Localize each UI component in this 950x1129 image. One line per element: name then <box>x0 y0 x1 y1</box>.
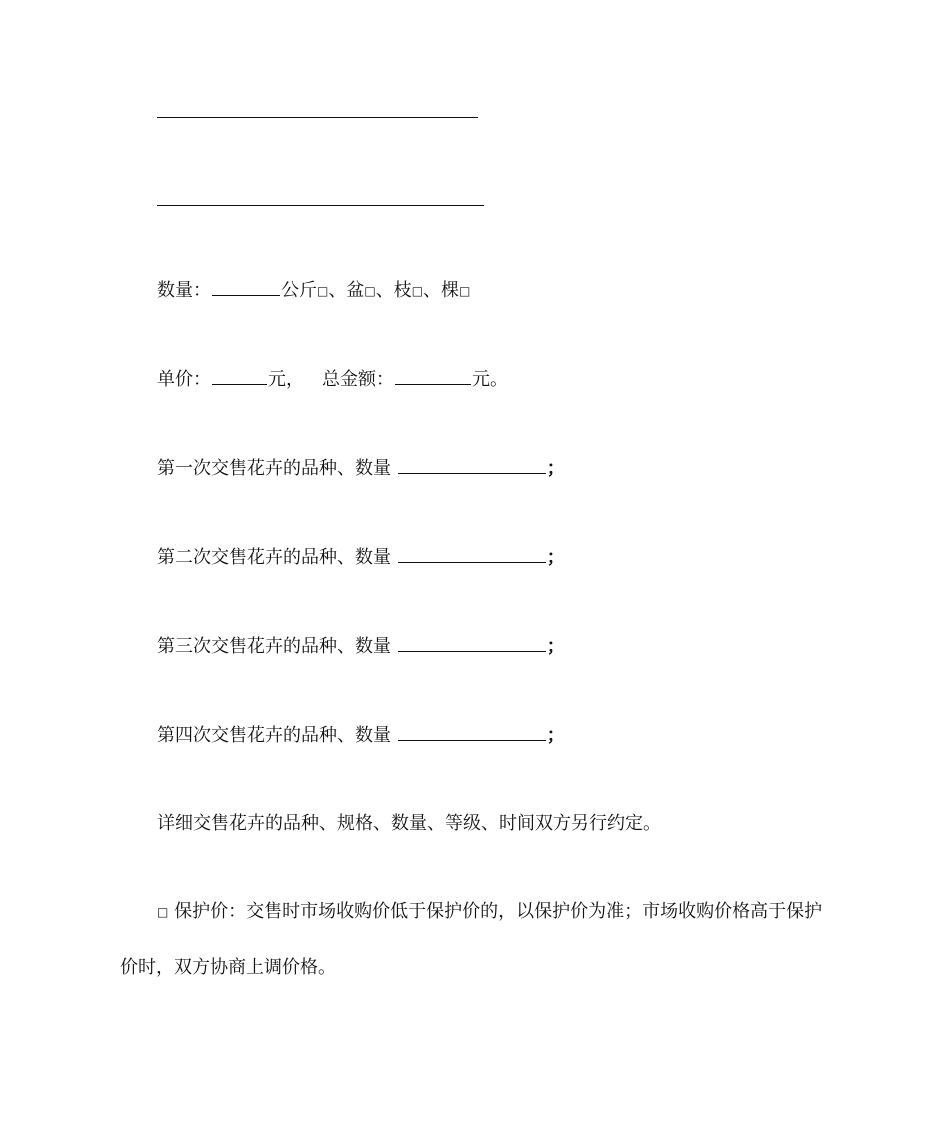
sale-label: 第二次交售花卉的品种、数量 <box>157 547 391 568</box>
quantity-blank[interactable] <box>212 276 280 296</box>
blank-line-1[interactable] <box>157 117 478 118</box>
sale-line-2 <box>157 543 565 567</box>
unit-price-label: 单价： <box>157 369 211 390</box>
stem-checkbox[interactable]: □ <box>411 284 424 298</box>
sale-line-3 <box>157 632 565 656</box>
unit-pot-label: 、盆 <box>328 280 365 301</box>
sale-line-1 <box>157 454 565 478</box>
unit-price-blank[interactable] <box>212 365 267 385</box>
blank-line-2[interactable] <box>157 205 484 206</box>
sale-label: 第四次交售花卉的品种、数量 <box>157 725 391 746</box>
sale-blank[interactable] <box>398 632 546 652</box>
protection-text: 保护价：交售时市场收购价低于保护价的，以保护价为准；市场收购价格高于保护价时，双方协商上调价格。 <box>120 901 823 978</box>
plant-checkbox[interactable]: □ <box>459 284 471 298</box>
sale-end: ； <box>546 547 565 568</box>
price-line <box>157 365 508 389</box>
sale-label: 第三次交售花卉的品种、数量 <box>157 636 391 657</box>
details-line: 详细交售花卉的品种、规格、数量、等级、时间双方另行约定。 <box>157 813 661 834</box>
sale-blank[interactable] <box>398 721 546 741</box>
sale-end: ； <box>546 458 565 479</box>
total-amount-blank[interactable] <box>395 365 471 385</box>
sale-blank[interactable] <box>398 543 546 563</box>
total-amount-label: 总金额： <box>322 369 394 390</box>
quantity-line <box>157 276 470 300</box>
sale-label: 第一次交售花卉的品种、数量 <box>157 458 391 479</box>
protection-price-paragraph <box>120 884 835 996</box>
pot-checkbox[interactable]: □ <box>364 284 376 298</box>
total-amount-suffix: 元。 <box>472 369 508 390</box>
unit-kg-label: 公斤 <box>281 280 317 301</box>
kg-checkbox[interactable]: □ <box>317 284 329 298</box>
sale-line-4 <box>157 721 565 745</box>
sale-end: ； <box>546 725 565 746</box>
protection-checkbox[interactable]: □ <box>157 905 169 919</box>
unit-price-suffix: 元， <box>268 369 304 390</box>
quantity-label: 数量： <box>157 280 211 301</box>
sale-blank[interactable] <box>398 454 546 474</box>
unit-stem-label: 、枝 <box>375 280 412 301</box>
sale-end: ； <box>546 636 565 657</box>
unit-plant-label: 、棵 <box>423 280 460 301</box>
